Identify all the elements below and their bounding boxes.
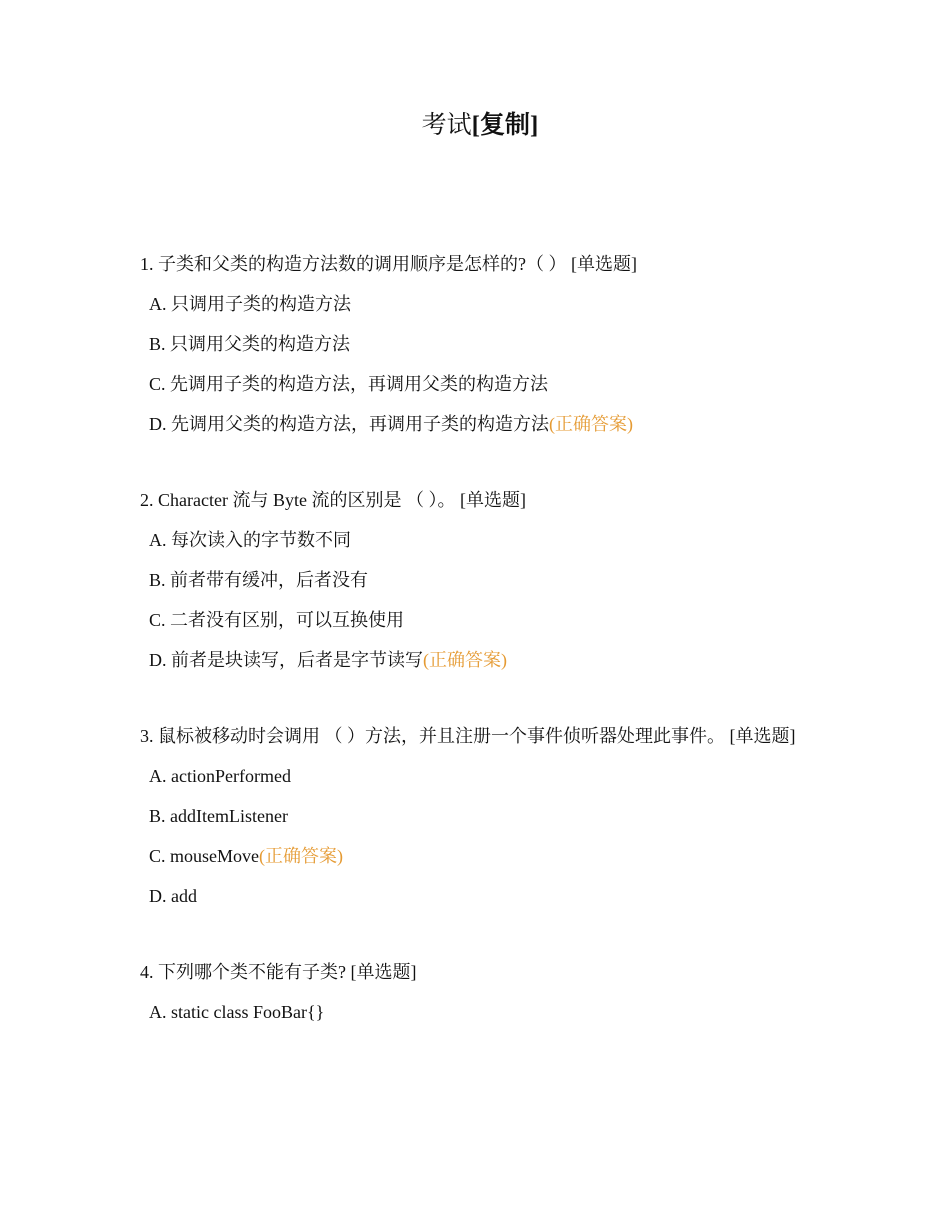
option-c — [140, 839, 810, 879]
question-2 — [140, 483, 810, 683]
option-label: A. static class FooBar{} — [149, 1002, 325, 1022]
correct-answer-mark: (正确答案) — [549, 414, 633, 434]
question-list — [140, 247, 810, 1071]
option-a — [140, 759, 810, 799]
option-label: B. 前者带有缓冲，后者没有 — [149, 570, 369, 590]
option-a — [140, 523, 810, 563]
page-title-suffix: [复制] — [471, 112, 539, 139]
option-b — [140, 799, 810, 839]
option-label: B. 只调用父类的构造方法 — [149, 334, 351, 354]
option-label: A. 只调用子类的构造方法 — [149, 294, 351, 314]
question-1 — [140, 247, 810, 447]
correct-answer-mark: (正确答案) — [259, 846, 343, 866]
question-text: 4. 下列哪个类不能有子类? [单选题] — [140, 962, 417, 982]
page-title-text: 考试 — [421, 112, 472, 139]
question-3 — [140, 719, 810, 919]
page-title — [0, 108, 950, 144]
question-text: 3. 鼠标被移动时会调用 （ ）方法，并且注册一个事件侦听器处理此事件。 [单选题] — [140, 726, 796, 746]
option-b — [140, 563, 810, 603]
option-label: D. add — [149, 886, 197, 906]
option-d — [140, 879, 810, 919]
option-label: C. mouseMove — [149, 846, 259, 866]
question-4 — [140, 955, 810, 1035]
option-b — [140, 327, 810, 367]
option-a — [140, 995, 810, 1035]
correct-answer-mark: (正确答案) — [423, 650, 507, 670]
option-d — [140, 643, 810, 683]
option-a — [140, 287, 810, 327]
option-label: D. 前者是块读写，后者是字节读写 — [149, 650, 423, 670]
option-label: D. 先调用父类的构造方法，再调用子类的构造方法 — [149, 414, 549, 434]
option-label: A. actionPerformed — [149, 766, 291, 786]
option-d — [140, 407, 810, 447]
option-label: B. addItemListener — [149, 806, 288, 826]
option-c — [140, 367, 810, 407]
question-text: 1. 子类和父类的构造方法数的调用顺序是怎样的?（ ） [单选题] — [140, 254, 637, 274]
option-label: C. 二者没有区别，可以互换使用 — [149, 610, 405, 630]
option-c — [140, 603, 810, 643]
option-label: C. 先调用子类的构造方法，再调用父类的构造方法 — [149, 374, 549, 394]
question-text: 2. Character 流与 Byte 流的区别是 （ ）。 [单选题] — [140, 490, 526, 510]
option-label: A. 每次读入的字节数不同 — [149, 530, 351, 550]
